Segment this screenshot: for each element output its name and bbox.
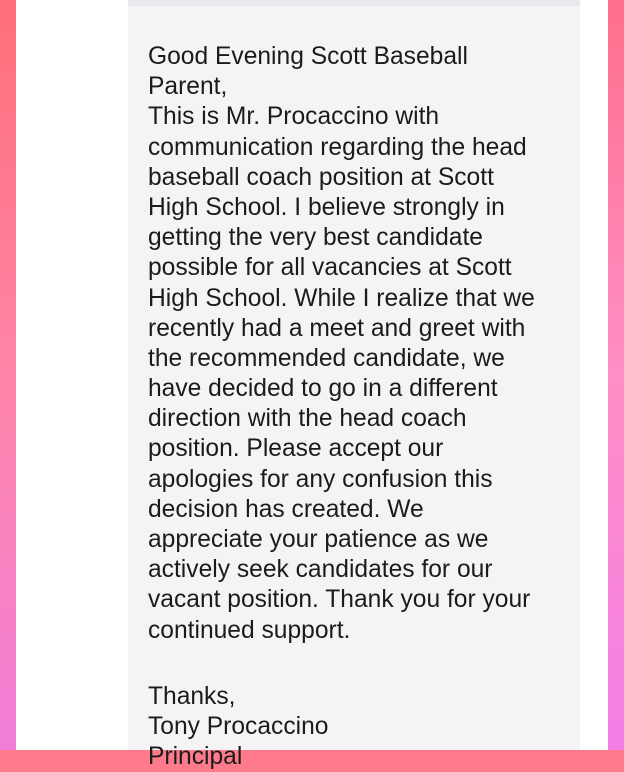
message-line: possible for all vacancies at Scott <box>148 254 512 282</box>
message-line: actively seek candidates for our <box>148 556 493 584</box>
message-line: baseball coach position at Scott <box>148 163 494 191</box>
sender-name: Tony Procaccino <box>148 712 329 740</box>
message-line: getting the very best candidate <box>148 224 483 252</box>
message-line: vacant position. Thank you for your <box>148 586 531 614</box>
message-line: apologies for any confusion this <box>148 465 493 493</box>
message-line: Parent, <box>148 73 228 101</box>
message-line: have decided to go in a different <box>148 375 498 403</box>
message-line: High School. I believe strongly in <box>148 193 505 221</box>
message-line: appreciate your patience as we <box>148 526 489 553</box>
message-line: position. Please accept our <box>148 435 444 463</box>
message-body <box>148 42 568 772</box>
left-gradient-edge <box>0 0 16 750</box>
message-line: recently had a meet and greet with <box>148 314 526 342</box>
message-line: High School. While I realize that we <box>148 284 535 312</box>
message-line: direction with the head coach <box>148 405 467 433</box>
message-line: communication regarding the head <box>148 133 527 161</box>
signoff: Thanks, <box>148 682 236 710</box>
message-line: continued support. <box>148 616 351 644</box>
paragraph-gap <box>148 646 568 682</box>
message-line: decision has created. We <box>148 495 424 523</box>
right-gradient-edge <box>608 0 624 750</box>
sender-title: Principal <box>148 743 243 771</box>
message-line: This is Mr. Procaccino with <box>148 103 440 131</box>
message-line: Good Evening Scott Baseball <box>148 43 468 70</box>
message-line: the recommended candidate, we <box>148 344 505 372</box>
